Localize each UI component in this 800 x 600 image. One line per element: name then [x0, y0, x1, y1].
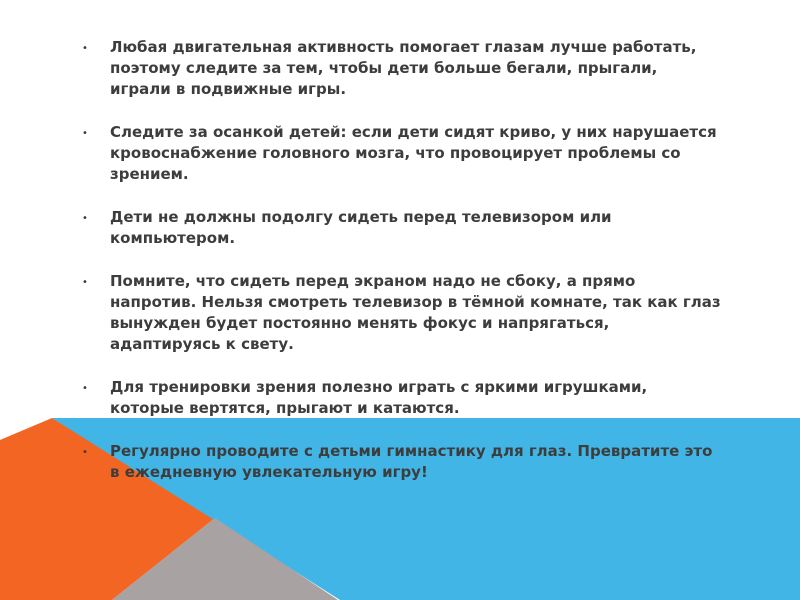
bullet-marker: •	[82, 43, 88, 54]
bullet-marker: •	[82, 447, 88, 458]
bullet-text: Следите за осанкой детей: если дети сидят криво, у них нарушается кровоснабжение головного мозга, что провоцирует проблемы со зрением.	[110, 123, 717, 183]
bullet-text: Любая двигательная активность помогает глазам лучше работать, поэтому следите за тем, чтобы дети больше бегали, прыгали, играли в подвижные игры.	[110, 38, 697, 98]
bullet-text: Помните, что сидеть перед экраном надо не сбоку, а прямо напротив. Нельзя смотреть телевизор в тёмной комнате, так как глаз вынужден будет постоянно менять фокус и напрягаться, адаптируясь к свету.	[110, 272, 721, 353]
bullet-marker: •	[82, 277, 88, 288]
bullet-marker: •	[82, 383, 88, 394]
bullet-text: Для тренировки зрения полезно играть с яркими игрушками, которые вертятся, прыгают и катаются.	[110, 378, 648, 417]
bullet-item	[82, 37, 722, 100]
bullet-item	[82, 441, 722, 483]
bullet-item	[82, 122, 722, 185]
bullet-text: Дети не должны подолгу сидеть перед телевизором или компьютером.	[110, 208, 612, 247]
bullet-marker: •	[82, 128, 88, 139]
bullet-item	[82, 377, 722, 419]
bullet-list	[82, 37, 722, 505]
bullet-text: Регулярно проводите с детьми гимнастику для глаз. Превратите это в ежедневную увлекательную игру!	[110, 442, 713, 481]
bullet-item	[82, 271, 722, 355]
bullet-item	[82, 207, 722, 249]
bullet-marker: •	[82, 213, 88, 224]
